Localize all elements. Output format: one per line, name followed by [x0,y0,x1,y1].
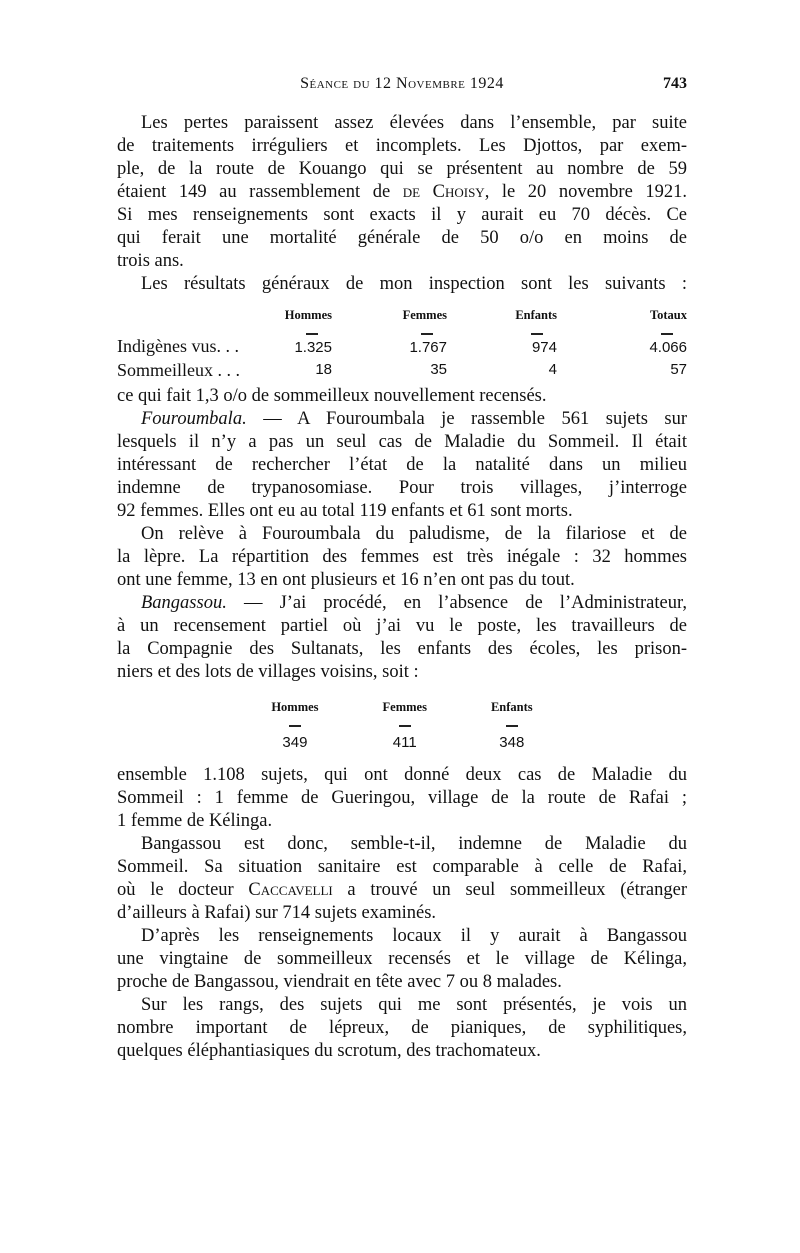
table-header: Femmes [382,700,427,714]
table-row [117,333,687,359]
text-span: — J’ai procédé, en l’absence de l’Administrateur, [226,593,687,613]
table-cell [332,333,447,359]
text-line [117,592,687,615]
text-line: d’ailleurs à Rafai) sur 714 sujets examinés. [117,903,437,923]
text-line: qui ferait une mortalité générale de 50 o/o en moins de [117,228,687,248]
page-number: 743 [663,75,687,92]
text-line [117,879,687,902]
paragraph-rangs [117,994,687,1063]
text-line: trois ans. [117,251,184,271]
text-line: une vingtaine de sommeilleux recensés et le village de Kélinga, [117,949,687,969]
text-span: étaient 149 au rassemblement de [117,182,403,202]
table-header: Totaux [649,308,687,322]
dash-rule [306,333,318,335]
dash-rule [289,725,301,727]
cell-value: 411 [392,734,417,751]
paragraph-bangassou [117,592,687,684]
name-small-caps: de Choisy [402,182,485,202]
table-column [383,696,427,754]
row-label: Sommeilleux . . . [117,360,240,380]
text-line: ensemble 1.108 sujets, qui ont donné deux cas de Maladie du [117,765,687,785]
table-header: Hommes [284,308,332,322]
text-line [117,181,687,204]
table-cell: 35 [430,361,447,378]
paragraph-renseignements [117,925,687,994]
paragraph-sommeilleux: ce qui fait 1,3 o/o de sommeilleux nouvellement recensés. [117,386,547,406]
table-header: Hommes [271,700,319,714]
table-row [117,359,687,381]
table-cell [247,333,332,359]
text-line: la lèpre. La répartition des femmes est très inégale : 32 hommes [117,547,687,567]
text-line: proche de Bangassou, viendrait en tête avec 7 ou 8 malades. [117,972,562,992]
table-cell [557,333,687,359]
text-span: , le 20 novembre 1921. [484,182,687,202]
cell-value: 1.767 [409,339,447,356]
paragraph-paludisme [117,523,687,592]
text-line: la Compagnie des Sultanats, les enfants des écoles, les prison- [117,639,687,659]
text-line: Sommeil. Sa situation sanitaire est comparable à celle de Rafai, [117,857,687,877]
cell-value: 974 [531,339,557,356]
paragraph-ensemble [117,764,687,833]
paragraph-resultats: Les résultats généraux de mon inspection sont les suivants : [141,274,687,294]
running-head [117,72,687,100]
text-span: a trouvé un seul sommeilleux (étranger [332,880,687,900]
place-heading: Fouroumbala. [141,409,247,429]
running-title: Séance du 12 Novembre 1924 [300,75,504,92]
page [117,72,687,1063]
paragraph-fouroumbala [117,408,687,523]
table-column [491,696,533,754]
table-cell: 4 [548,361,557,378]
dash-rule [506,725,518,727]
text-line: ont une femme, 13 en ont plusieurs et 16 n’en ont pas du tout. [117,570,575,590]
text-line: Sommeil : 1 femme de Gueringou, village de la route de Rafai ; [117,788,687,808]
paragraph-pertes [117,112,687,273]
cell-value: 349 [282,734,308,751]
text-line: nombre important de lépreux, de pianiques, de syphilitiques, [117,1018,687,1038]
text-line: On relève à Fouroumbala du paludisme, de la filariose et de [141,524,687,544]
text-line [117,408,687,431]
table-header: Femmes [402,308,447,322]
text-line: 1 femme de Kélinga. [117,811,273,831]
table-column [271,696,318,754]
text-line: de traitements irréguliers et incomplets. Les Djottos, par exem- [117,136,687,156]
table-header: Enfants [490,700,533,714]
text-line: Sur les rangs, des sujets qui me sont présentés, je vois un [141,995,687,1015]
cell-value: 4.066 [649,339,687,356]
text-line: 92 femmes. Elles ont eu au total 119 enfants et 61 sont morts. [117,501,573,521]
text-line: Bangassou est donc, semble-t-il, indemne de Maladie du [141,834,687,854]
text-line: quelques éléphantiasiques du scrotum, des trachomateux. [117,1041,541,1061]
census-table [117,696,687,754]
results-table [117,302,687,381]
text-line: à un recensement partiel où j’ai vu le poste, les travailleurs de [117,616,687,636]
text-line: indemne de trypanosomiase. Pour trois villages, j’interroge [117,478,687,498]
text-line: intéressant de rechercher l’état de la natalité dans un milieu [117,455,687,475]
row-label: Indigènes vus. . . [117,336,239,356]
dash-rule [661,333,673,335]
text-line: D’après les renseignements locaux il y aurait à Bangassou [141,926,687,946]
text-span: où le docteur [117,880,249,900]
text-line: ple, de la route de Kouango qui se présentent au nombre de 59 [117,159,687,179]
table-cell [447,333,557,359]
cell-value: 1.325 [294,339,332,356]
dash-rule [399,725,411,727]
text-span: — A Fouroumbala je rassemble 561 sujets sur [246,409,687,429]
name-small-caps: Caccavelli [248,880,333,900]
dash-rule [531,333,543,335]
text-line: Les pertes paraissent assez élevées dans l’ensemble, par suite [141,113,687,133]
text-line: niers et des lots de villages voisins, soit : [117,662,419,682]
cell-value: 348 [499,734,525,751]
table-cell: 57 [670,361,687,378]
text-line: Si mes renseignements sont exacts il y aurait eu 70 décès. Ce [117,205,687,225]
table-cell: 18 [315,361,332,378]
table-header: Enfants [515,308,557,322]
table-header-row [117,302,687,333]
place-heading: Bangassou. [141,593,227,613]
dash-rule [421,333,433,335]
text-line: lesquels il n’y a pas un seul cas de Maladie du Sommeil. Il était [117,432,687,452]
table-header-empty [117,302,247,333]
paragraph-indemne [117,833,687,925]
